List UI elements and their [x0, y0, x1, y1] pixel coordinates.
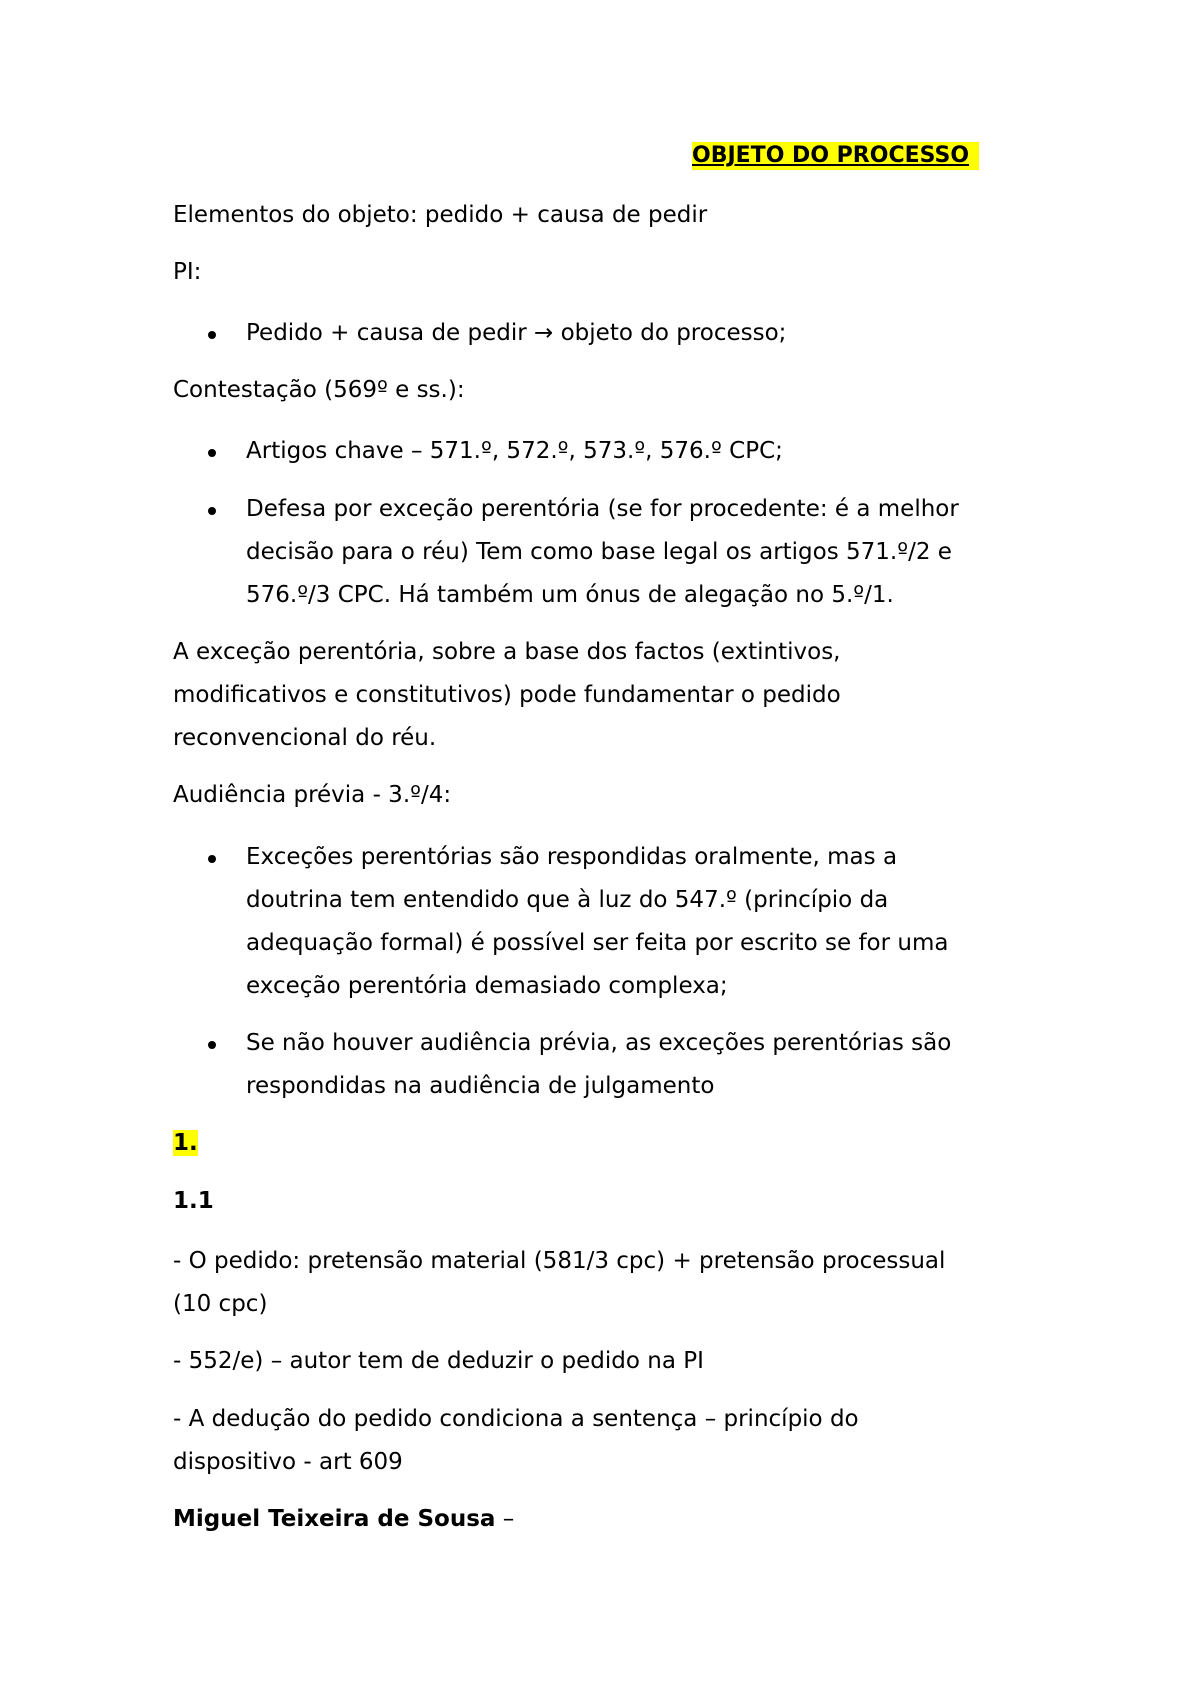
excecao-paragraph [173, 631, 841, 760]
audiencia-bullet-1 [246, 836, 1026, 1008]
text-line: exceção perentória demasiado complexa; [246, 973, 728, 999]
text-line: Exceções perentórias são respondidas oralmente, mas a [246, 844, 898, 870]
pi-bullet: Pedido + causa de pedir → objeto do processo; [246, 320, 787, 346]
pedido-paragraph [173, 1240, 945, 1326]
bullet-icon [208, 449, 216, 457]
bullet-icon [208, 1041, 216, 1049]
text-line: A exceção perentória, sobre a base dos factos (extintivos, [173, 639, 841, 665]
text-line: 576.º/3 CPC. Há também um ónus de alegação no 5.º/1. [246, 582, 894, 608]
text-line: decisão para o réu) Tem como base legal os artigos 571.º/2 e [246, 539, 952, 565]
text-line: respondidas na audiência de julgamento [246, 1073, 715, 1099]
text-line: Se não houver audiência prévia, as exceções perentórias são [246, 1030, 952, 1056]
heading-1-text: 1. [173, 1130, 198, 1156]
text-line: dispositivo - art 609 [173, 1449, 403, 1475]
text-line: Defesa por exceção perentória (se for procedente: é a melhor [246, 496, 959, 522]
audiencia-bullet-2 [246, 1022, 1026, 1108]
contestacao-label: Contestação (569º e ss.): [173, 377, 465, 403]
elementos-line: Elementos do objeto: pedido + causa de pedir [173, 202, 708, 228]
text-line: - O pedido: pretensão material (581/3 cpc) + pretensão processual [173, 1248, 946, 1274]
heading-1-1 [173, 1180, 214, 1223]
text-line: (10 cpc) [173, 1291, 268, 1317]
bullet-icon [208, 331, 216, 339]
bullet-icon [208, 855, 216, 863]
text-line: reconvencional do réu. [173, 725, 437, 751]
deduzir-line: - 552/e) – autor tem de deduzir o pedido na PI [173, 1348, 704, 1374]
text-line: modificativos e constitutivos) pode fundamentar o pedido [173, 682, 841, 708]
audiencia-label: Audiência prévia - 3.º/4: [173, 782, 452, 808]
text-line: adequação formal) é possível ser feita por escrito se for uma [246, 930, 949, 956]
author-name: Miguel Teixeira de Sousa [173, 1506, 496, 1532]
deducao-paragraph [173, 1398, 859, 1484]
contestacao-bullet-1: Artigos chave – 571.º, 572.º, 573.º, 576.º CPC; [246, 438, 783, 464]
text-line: doutrina tem entendido que à luz do 547.º (princípio da [246, 887, 889, 913]
pi-label: PI: [173, 259, 202, 285]
bullet-icon [208, 507, 216, 515]
author-line [173, 1498, 514, 1541]
text-line: - A dedução do pedido condiciona a sentença – princípio do [173, 1406, 859, 1432]
heading-1-1-text: 1.1 [173, 1188, 214, 1214]
heading-1 [173, 1122, 198, 1165]
author-dash: – [495, 1506, 515, 1532]
contestacao-bullet-2 [246, 488, 1026, 617]
document-title: OBJETO DO PROCESSO [692, 142, 979, 170]
